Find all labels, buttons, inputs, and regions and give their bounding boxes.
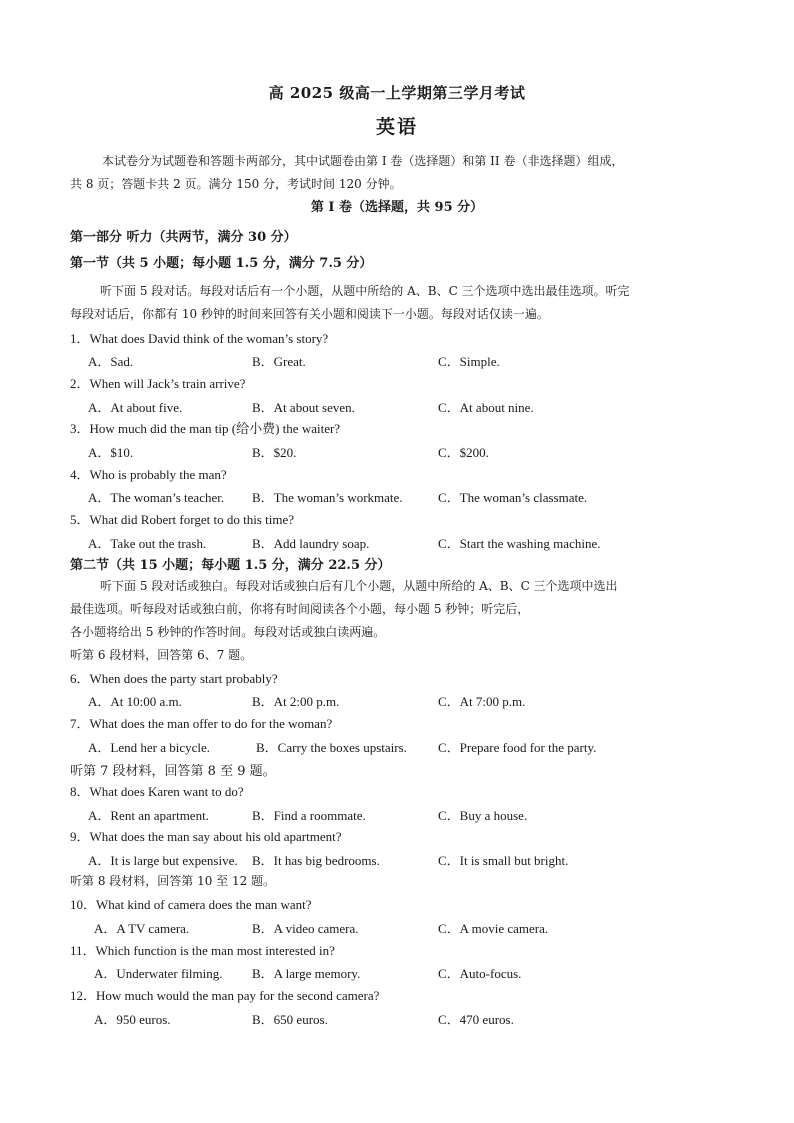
intro-paragraph xyxy=(70,150,720,196)
option-b: B．$20. xyxy=(252,445,297,460)
part1-title: 第一部分 听力（共两节，满分 30 分） xyxy=(70,230,297,245)
option-c: C．A movie camera. xyxy=(438,921,549,936)
question-1 xyxy=(70,328,328,347)
intro-line: 共 8 页；答题卡共 2 页。满分 150 分，考试时间 120 分钟。 xyxy=(70,177,402,191)
question-2 xyxy=(70,373,245,392)
option-a: A．$10. xyxy=(88,445,134,460)
question-11 xyxy=(70,940,335,959)
question-10 xyxy=(70,894,312,913)
question-number: 12． xyxy=(70,988,97,1003)
option-c: C．Auto-focus. xyxy=(438,966,522,981)
question-number: 6． xyxy=(70,671,90,686)
option-c: C．The woman’s classmate. xyxy=(438,490,588,505)
option-b: B．A large memory. xyxy=(252,966,361,981)
instruction-line: 各小题将给出 5 秒钟的作答时间。每段对话或独白读两遍。 xyxy=(70,625,386,639)
question-number: 9． xyxy=(70,829,90,844)
option-a: A．At about five. xyxy=(88,400,183,415)
question-text: What does David think of the woman’s story? xyxy=(89,331,329,346)
option-c: C．Buy a house. xyxy=(438,808,528,823)
instruction-line: 听下面 5 段对话或独白。每段对话或独白后有几个小题，从题中所给的 A、B、C 三个选项中选出 xyxy=(100,579,618,593)
option-b: B．Find a roommate. xyxy=(252,808,366,823)
question-text: What does the man offer to do for the woman? xyxy=(89,716,333,731)
option-a: A．Underwater filming. xyxy=(94,966,223,981)
question-number: 5． xyxy=(70,512,90,527)
material-7-note: 听第 7 段材料，回答第 8 至 9 题。 xyxy=(70,764,276,779)
option-a: A．Rent an apartment. xyxy=(88,808,209,823)
option-b: B．At 2:00 p.m. xyxy=(252,694,340,709)
subject-title: 英语 xyxy=(375,116,418,138)
option-a: A．950 euros. xyxy=(94,1012,171,1027)
question-12 xyxy=(70,985,379,1004)
question-text: What does the man say about his old apartment? xyxy=(89,829,342,844)
option-b: B．Add laundry soap. xyxy=(252,536,370,551)
question-text: Who is probably the man? xyxy=(89,467,227,482)
instruction-line: 听下面 5 段对话。每段对话后有一个小题，从题中所给的 A、B、C 三个选项中选出最佳选项。听完 xyxy=(100,284,630,298)
question-number: 1． xyxy=(70,331,90,346)
question-text: What does Karen want to do? xyxy=(89,784,244,799)
question-7 xyxy=(70,713,332,732)
material-6-note: 听第 6 段材料，回答第 6、7 题。 xyxy=(70,648,253,662)
option-b: B．The woman’s workmate. xyxy=(252,490,403,505)
option-b: B．A video camera. xyxy=(252,921,359,936)
question-number: 7． xyxy=(70,716,90,731)
intro-line: 本试卷分为试题卷和答题卡两部分，其中试题卷由第 I 卷（选择题）和第 II 卷（非选择题）组成， xyxy=(102,154,624,168)
question-8 xyxy=(70,781,244,800)
option-a: A．Take out the trash. xyxy=(88,536,207,551)
question-6 xyxy=(70,668,278,687)
option-a: A．Lend her a bicycle. xyxy=(88,740,211,755)
instruction-line: 最佳选项。听每段对话或独白前，你将有时间阅读各个小题，每小题 5 秒钟；听完后， xyxy=(70,602,530,616)
question-number: 10． xyxy=(70,897,97,912)
question-text: How much would the man pay for the second camera? xyxy=(96,988,380,1003)
option-a: A．It is large but expensive. xyxy=(88,853,238,868)
question-number: 8． xyxy=(70,784,90,799)
exam-title: 高 2025 级高一上学期第三学月考试 xyxy=(268,84,526,102)
question-number: 3． xyxy=(70,421,90,436)
section2-instructions xyxy=(70,575,720,644)
option-b: B．Great. xyxy=(252,354,306,369)
question-9 xyxy=(70,826,342,845)
question-3 xyxy=(70,418,340,437)
option-b: B．It has big bedrooms. xyxy=(252,853,380,868)
question-number: 4． xyxy=(70,467,90,482)
option-c: C．470 euros. xyxy=(438,1012,514,1027)
section1-title: 第一节（共 5 小题；每小题 1.5 分，满分 7.5 分） xyxy=(70,256,373,271)
option-b: B．Carry the boxes upstairs. xyxy=(256,740,407,755)
question-number: 2． xyxy=(70,376,90,391)
question-text: What kind of camera does the man want? xyxy=(96,897,312,912)
question-4 xyxy=(70,464,227,483)
instruction-line: 每段对话后，你都有 10 秒钟的时间来回答有关小题和阅读下一小题。每段对话仅读一遍。 xyxy=(70,307,549,321)
question-text: When will Jack’s train arrive? xyxy=(89,376,246,391)
option-c: C．$200. xyxy=(438,445,489,460)
material-8-note: 听第 8 段材料，回答第 10 至 12 题。 xyxy=(70,874,276,888)
option-c: C．Simple. xyxy=(438,354,500,369)
option-c: C．At 7:00 p.m. xyxy=(438,694,526,709)
volume-title: 第 I 卷（选择题，共 95 分） xyxy=(310,200,484,215)
option-c: C．It is small but bright. xyxy=(438,853,569,868)
option-c: C．Start the washing machine. xyxy=(438,536,601,551)
option-a: A．Sad. xyxy=(88,354,134,369)
question-text: When does the party start probably? xyxy=(89,671,278,686)
option-a: A．The woman’s teacher. xyxy=(88,490,225,505)
option-b: B．At about seven. xyxy=(252,400,355,415)
question-number: 11． xyxy=(70,943,96,958)
option-b: B．650 euros. xyxy=(252,1012,328,1027)
option-a: A．At 10:00 a.m. xyxy=(88,694,182,709)
option-a: A．A TV camera. xyxy=(94,921,190,936)
question-text: Which function is the man most interested in? xyxy=(95,943,335,958)
section2-title: 第二节（共 15 小题；每小题 1.5 分，满分 22.5 分） xyxy=(70,558,391,573)
section1-instructions xyxy=(70,280,720,326)
question-5 xyxy=(70,509,294,528)
question-text: What did Robert forget to do this time? xyxy=(89,512,294,527)
question-text: How much did the man tip (给小费) the waiter? xyxy=(89,421,341,436)
option-c: C．At about nine. xyxy=(438,400,534,415)
option-c: C．Prepare food for the party. xyxy=(438,740,597,755)
